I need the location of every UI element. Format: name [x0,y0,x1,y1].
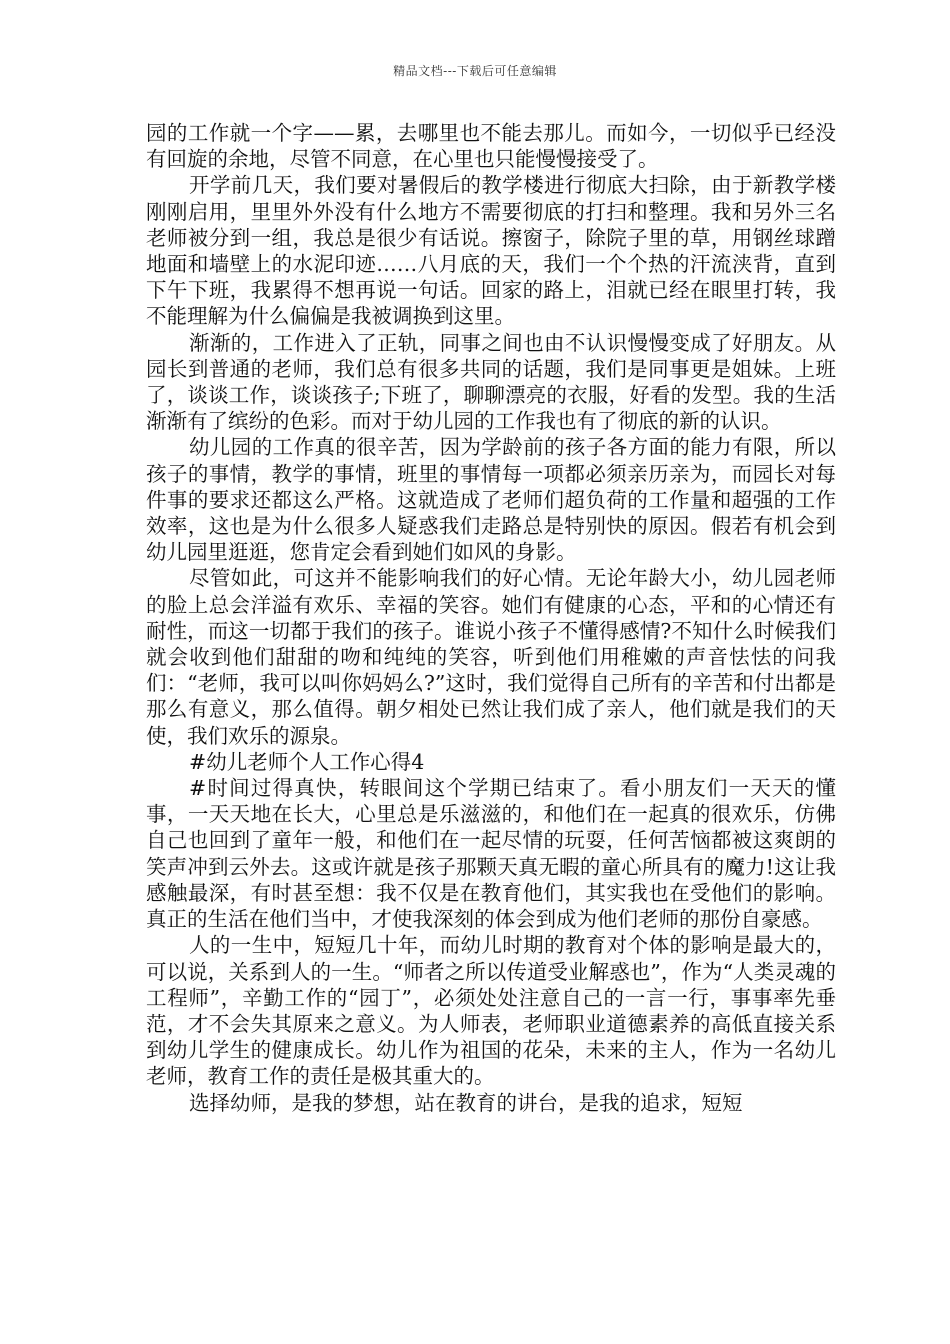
paragraph: #时间过得真快，转眼间这个学期已结束了。看小朋友们一天天的懂事，一天天地在长大，心里总是乐滋滋的，和他们在一起真的很欢乐，仿佛自己也回到了童年一般，和他们在一起尽情的玩耍，任何苦恼都被这爽朗的笑声冲到云外去。这或许就是孩子那颗天真无暇的童心所具有的魔力!这让我感触最深，有时甚至想：我不仅是在教育他们，其实我也在受他们的影响。真正的生活在他们当中，才使我深刻的体会到成为他们老师的那份自豪感。 [146,776,836,932]
paragraph: 园的工作就一个字——累，去哪里也不能去那儿。而如今，一切似乎已经没有回旋的余地，尽管不同意，在心里也只能慢慢接受了。 [146,121,836,172]
page-header: 精品文档---下载后可任意编辑 [393,64,557,78]
paragraph: 渐渐的，工作进入了正轨，同事之间也由不认识慢慢变成了好朋友。从园长到普通的老师，我们总有很多共同的话题，我们是同事更是姐妹。上班了，谈谈工作，谈谈孩子;下班了，聊聊漂亮的衣服，好看的发型。我的生活渐渐有了缤纷的色彩。而对于幼儿园的工作我也有了彻底的新的认识。 [146,330,836,434]
paragraph: 尽管如此，可这并不能影响我们的好心情。无论年龄大小，幼儿园老师的脸上总会洋溢有欢乐、幸福的笑容。她们有健康的心态，平和的心情还有耐性，而这一切都于我们的孩子。谁说小孩子不懂得感情?不知什么时候我们就会收到他们甜甜的吻和纯纯的笑容，听到他们用稚嫩的声音怯怯的问我们：“老师，我可以叫你妈妈么?”这时，我们觉得自己所有的辛苦和付出都是那么有意义，那么值得。朝夕相处已然让我们成了亲人，他们就是我们的天使，我们欢乐的源泉。 [146,566,836,748]
paragraph: 选择幼师，是我的梦想，站在教育的讲台，是我的追求，短短 [189,1090,743,1115]
paragraph: 开学前几天，我们要对暑假后的教学楼进行彻底大扫除，由于新教学楼刚刚启用，里里外外没有什么地方不需要彻底的打扫和整理。我和另外三名老师被分到一组，我总是很少有话说。擦窗子，除院子里的草，用钢丝球蹭地面和墙壁上的水泥印迹……八月底的天，我们一个个热的汗流浃背，直到下午下班，我累得不想再说一句话。回家的路上，泪就已经在眼里打转，我不能理解为什么偏偏是我被调换到这里。 [146,173,836,329]
paragraph: 人的一生中，短短几十年，而幼儿时期的教育对个体的影响是最大的，可以说，关系到人的一生。“师者之所以传道受业解惑也”，作为“人类灵魂的工程师”，辛勤工作的“园丁”，必须处处注意自己的一言一行，事事率先垂范，才不会失其原来之意义。为人师表，老师职业道德素养的高低直接关系到幼儿学生的健康成长。幼儿作为祖国的花朵，未来的主人，作为一名幼儿老师，教育工作的责任是极其重大的。 [146,933,836,1089]
paragraph: 幼儿园的工作真的很辛苦，因为学龄前的孩子各方面的能力有限，所以孩子的事情，教学的事情，班里的事情每一项都必须亲历亲为，而园长对每件事的要求还都这么严格。这就造成了老师们超负荷的工作量和超强的工作效率，这也是为什么很多人疑惑我们走路总是特别快的原因。假若有机会到幼儿园里逛逛，您肯定会看到她们如风的身影。 [146,435,836,565]
document-body [146,120,836,1116]
section-heading: #幼儿老师个人工作心得4 [189,749,425,774]
